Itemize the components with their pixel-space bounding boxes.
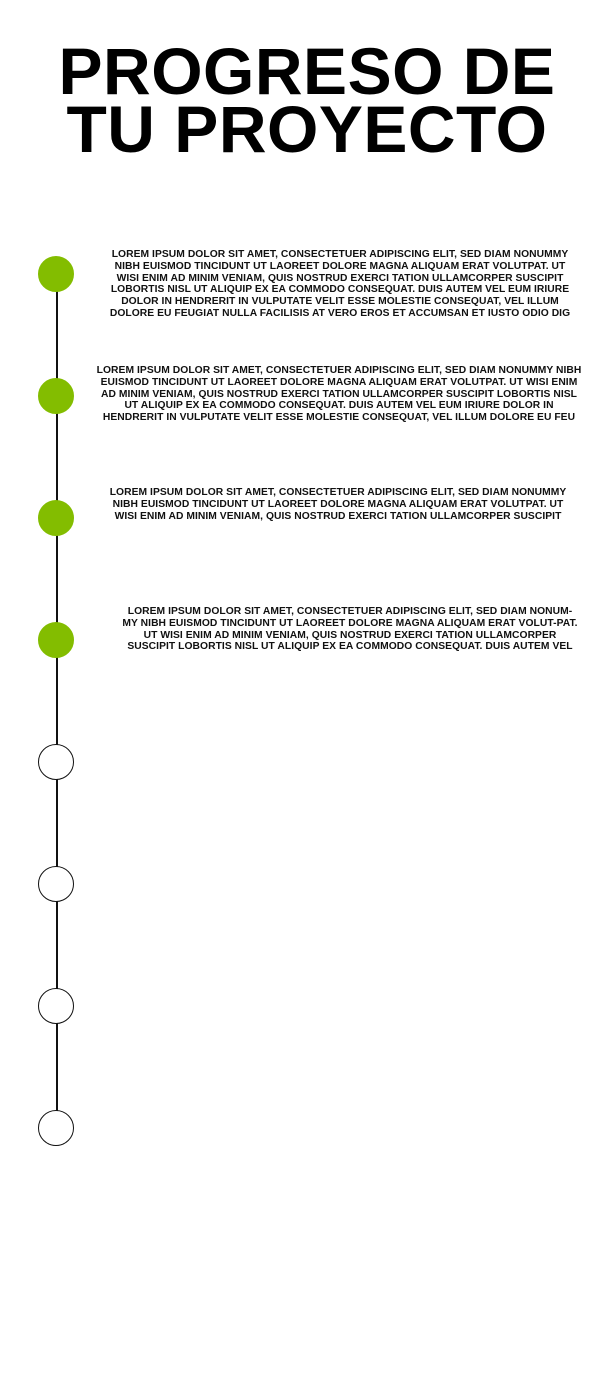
timeline-entry-4-text: LOREM IPSUM DOLOR SIT AMET, CONSECTETUER ADIPISCING ELIT, SED DIAM NONUM-MY NIBH EUISMOD TINCIDUNT UT LAOREET DOLORE MAGNA ALIQUAM ERAT VOLUT-PAT. UT WISI ENIM AD MINIM VENIAM, QUIS NOSTRUD EXERCI TATION ULLAMCORPER SUSCIPIT LOBORTIS NISL UT ALIQUIP EX EA COMMODO CONSEQUAT. DUIS AUTEM VEL — [122, 606, 578, 653]
timeline-step-7-pending-dot — [38, 988, 74, 1024]
page-title-line-1: PROGRESO DE — [58, 34, 556, 108]
page-title — [0, 34, 614, 166]
timeline-entry-2-text: LOREM IPSUM DOLOR SIT AMET, CONSECTETUER ADIPISCING ELIT, SED DIAM NONUMMY NIBH EUISMOD TINCIDUNT UT LAOREET DOLORE MAGNA ALIQUAM ERAT VOLUTPAT. UT WISI ENIM AD MINIM VENIAM, QUIS NOSTRUD EXERCI TATION ULLAMCORPER SUSCIPIT LOBORTIS NISL UT ALIQUIP EX EA COMMODO CONSEQUAT. DUIS AUTEM VEL EUM IRIURE DOLOR IN HENDRERIT IN VULPUTATE VELIT ESSE MOLESTIE CONSEQUAT, VEL ILLUM DOLORE EU FEU — [96, 365, 582, 424]
timeline-step-3-completed-dot — [38, 500, 74, 536]
timeline-step-4-completed-dot — [38, 622, 74, 658]
timeline-step-1-completed-dot — [38, 256, 74, 292]
timeline-entry-1-text: LOREM IPSUM DOLOR SIT AMET, CONSECTETUER ADIPISCING ELIT, SED DIAM NONUMMY NIBH EUISMOD TINCIDUNT UT LAOREET DOLORE MAGNA ALIQUAM ERAT VOLUTPAT. UT WISI ENIM AD MINIM VENIAM, QUIS NOSTRUD EXERCI TATION ULLAMCORPER SUSCIPIT LOBORTIS NISL UT ALIQUIP EX EA COMMODO CONSEQUAT. DUIS AUTEM VEL EUM IRIURE DOLOR IN HENDRERIT IN VULPUTATE VELIT ESSE MOLESTIE CONSEQUAT, VEL ILLUM DOLORE EU FEUGIAT NULLA FACILISIS AT VERO EROS ET ACCUMSAN ET IUSTO ODIO DIG — [109, 249, 571, 319]
timeline-step-5-pending-dot — [38, 744, 74, 780]
page-title-line-2: TU PROYECTO — [66, 92, 548, 166]
timeline-entry-3-text: LOREM IPSUM DOLOR SIT AMET, CONSECTETUER ADIPISCING ELIT, SED DIAM NONUMMY NIBH EUISMOD TINCIDUNT UT LAOREET DOLORE MAGNA ALIQUAM ERAT VOLUTPAT. UT WISI ENIM AD MINIM VENIAM, QUIS NOSTRUD EXERCI TATION ULLAMCORPER SUSCIPIT — [109, 487, 567, 522]
timeline-step-8-pending-dot — [38, 1110, 74, 1146]
timeline-step-6-pending-dot — [38, 866, 74, 902]
timeline-step-2-completed-dot — [38, 378, 74, 414]
